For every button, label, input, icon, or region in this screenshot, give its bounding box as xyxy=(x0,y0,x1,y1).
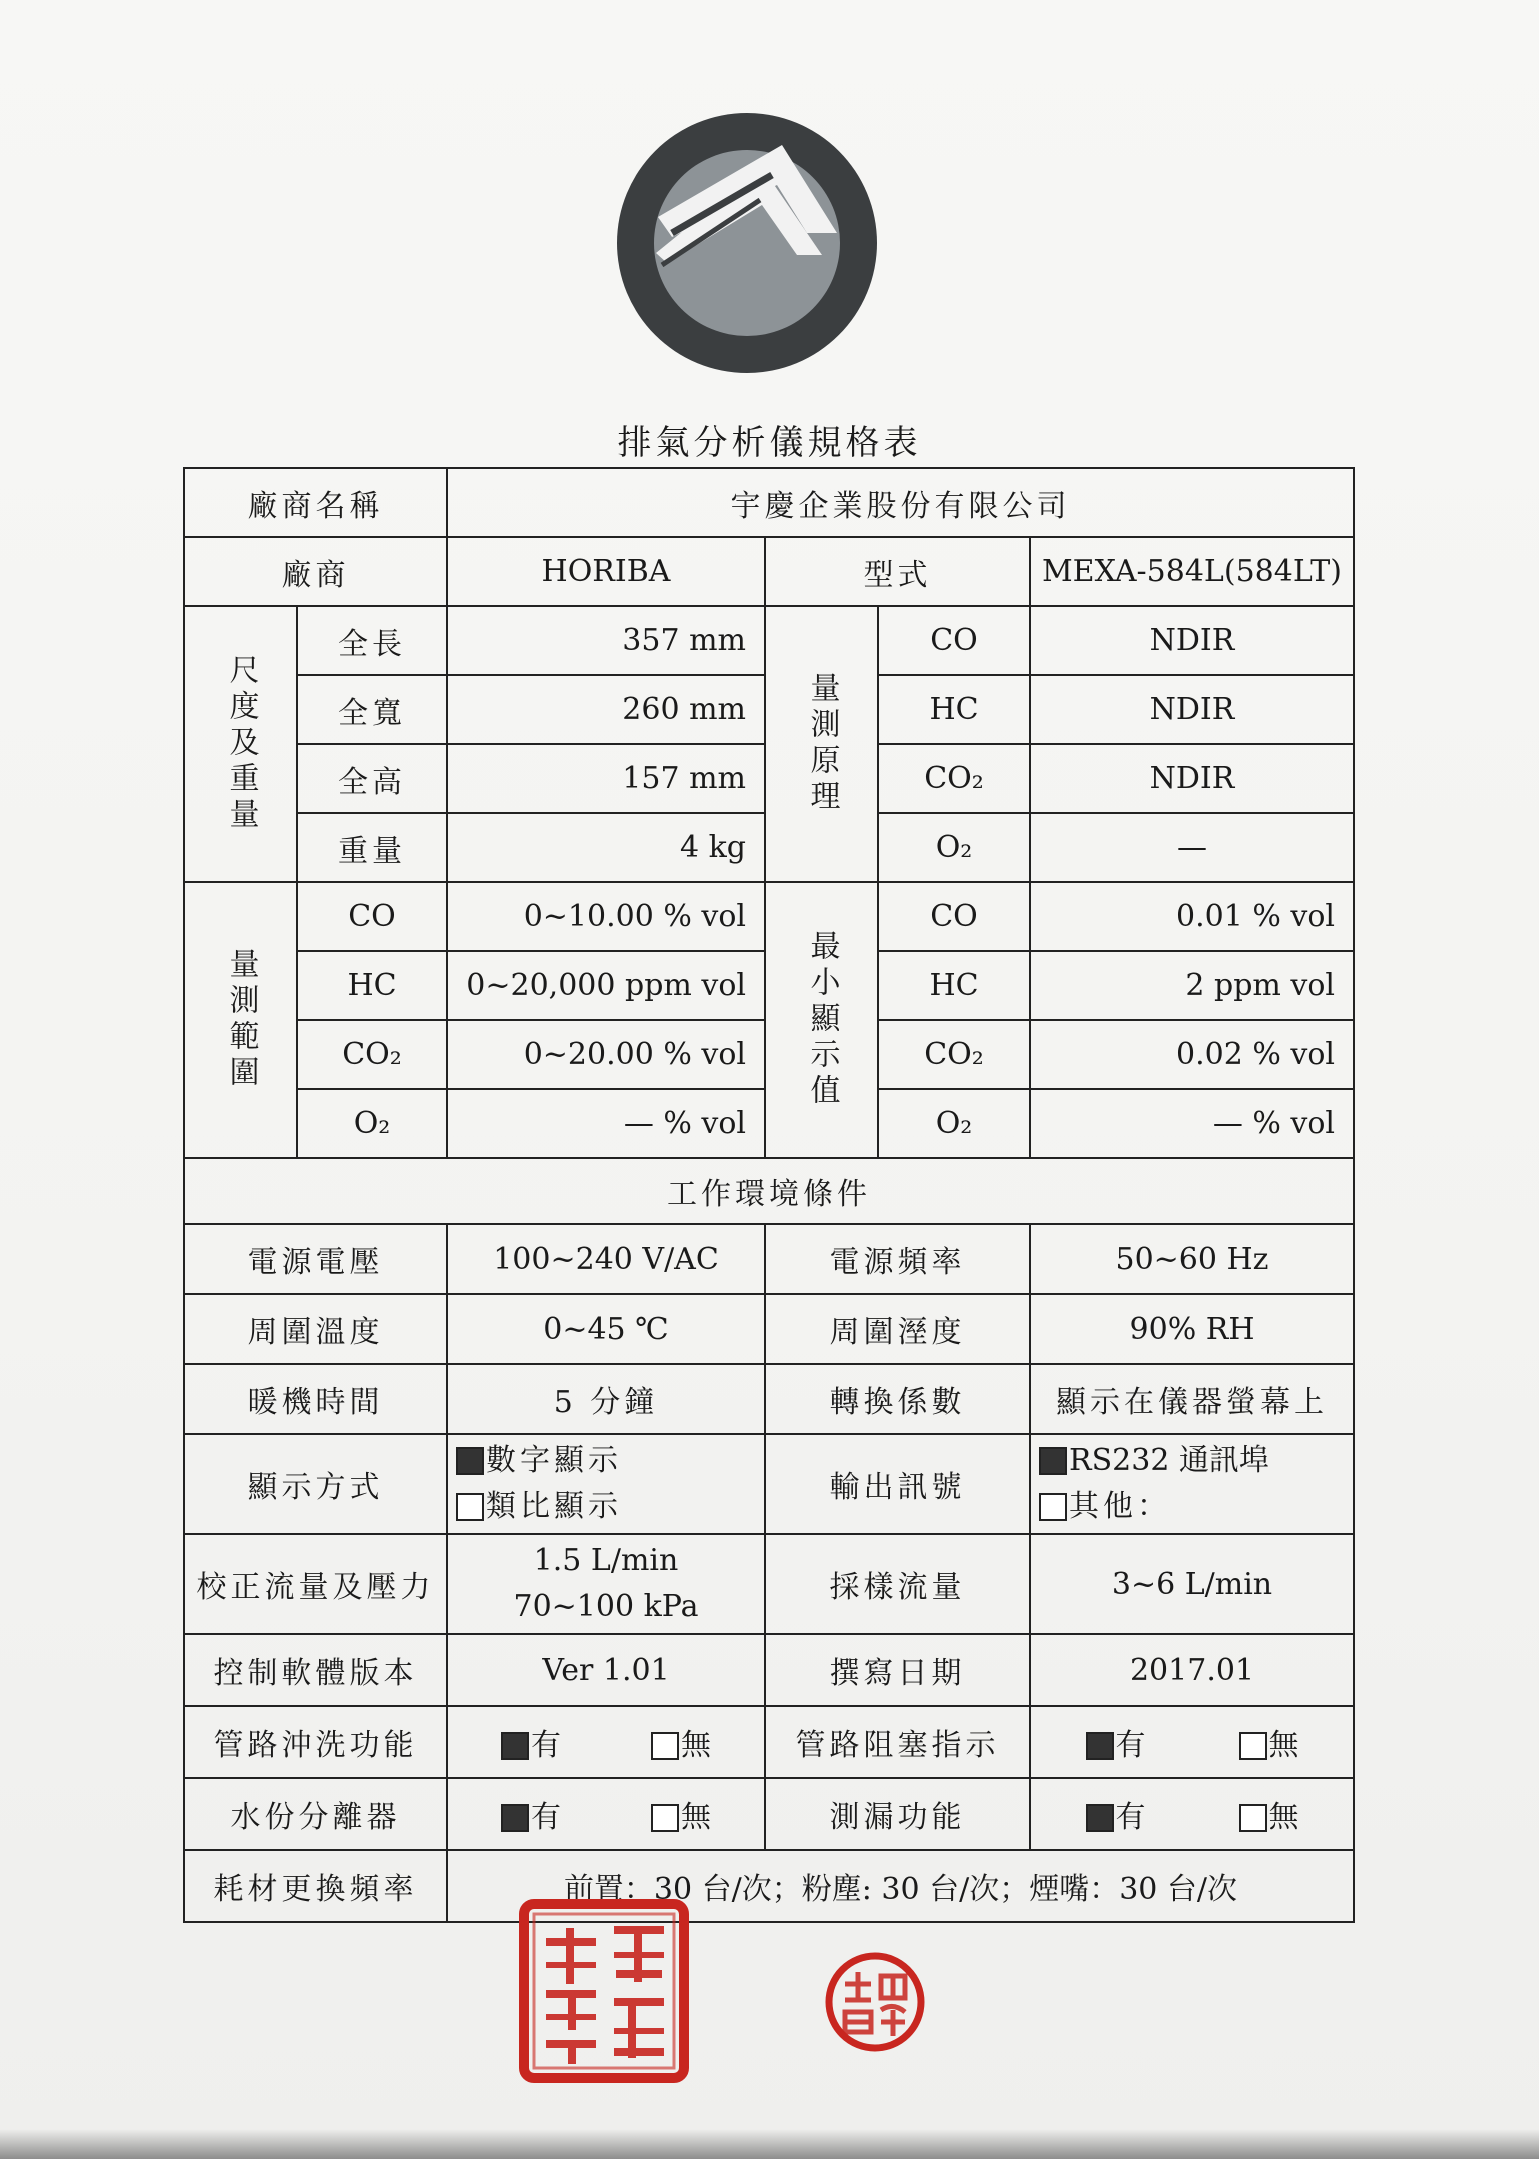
principle-gas: O₂ xyxy=(878,813,1030,882)
manufacturer-label: 廠商 xyxy=(184,537,447,606)
range-gas: CO₂ xyxy=(297,1020,447,1089)
resolution-value: 0.02 % vol xyxy=(1030,1020,1354,1089)
checkbox-empty-icon xyxy=(1239,1804,1267,1832)
range-gas: O₂ xyxy=(297,1089,447,1158)
checkbox-checked-icon xyxy=(1086,1804,1114,1832)
flush-yes: 有 xyxy=(531,1728,561,1763)
range-value: — % vol xyxy=(447,1089,765,1158)
range-value: 0~20,000 ppm vol xyxy=(447,951,765,1020)
checkbox-checked-icon xyxy=(1039,1447,1067,1475)
sampling-label: 採樣流量 xyxy=(765,1534,1030,1634)
checkbox-checked-icon xyxy=(501,1804,529,1832)
conversion-value: 顯示在儀器螢幕上 xyxy=(1030,1364,1354,1434)
document-title: 排氣分析儀規格表 xyxy=(617,423,922,463)
principle-gas: CO₂ xyxy=(878,744,1030,813)
leak-test-label: 測漏功能 xyxy=(765,1778,1030,1850)
water-yes: 有 xyxy=(531,1800,561,1835)
block-label: 管路阻塞指示 xyxy=(765,1706,1030,1778)
flush-options xyxy=(447,1706,765,1778)
calibration-flow: 1.5 L/min xyxy=(533,1543,679,1578)
display-option-digital: 數字顯示 xyxy=(486,1443,622,1478)
vendor-label: 廠商名稱 xyxy=(184,468,447,537)
leak-no: 無 xyxy=(1268,1800,1299,1835)
resolution-gas: CO xyxy=(878,882,1030,951)
range-gas: HC xyxy=(297,951,447,1020)
flush-label: 管路沖洗功能 xyxy=(184,1706,447,1778)
block-yes: 有 xyxy=(1115,1728,1146,1763)
software-value: Ver 1.01 xyxy=(447,1634,765,1706)
dimension-label: 全長 xyxy=(297,606,447,675)
checkbox-empty-icon xyxy=(456,1493,484,1521)
display-options xyxy=(447,1434,765,1534)
sampling-value: 3~6 L/min xyxy=(1030,1534,1354,1634)
checkbox-checked-icon xyxy=(456,1447,484,1475)
frequency-value: 50~60 Hz xyxy=(1030,1224,1354,1294)
dimension-value: 357 mm xyxy=(447,606,765,675)
model-value: MEXA-584L(584LT) xyxy=(1030,537,1354,606)
consumable-value: 前置：30 台/次；粉塵: 30 台/次；煙嘴：30 台/次 xyxy=(447,1850,1354,1922)
block-options xyxy=(1030,1706,1354,1778)
dimension-value: 260 mm xyxy=(447,675,765,744)
voltage-label: 電源電壓 xyxy=(184,1224,447,1294)
output-option-other: 其他： xyxy=(1069,1489,1171,1524)
checkbox-checked-icon xyxy=(501,1732,529,1760)
resolution-value: — % vol xyxy=(1030,1089,1354,1158)
output-options xyxy=(1030,1434,1354,1534)
date-label: 撰寫日期 xyxy=(765,1634,1030,1706)
output-label: 輸出訊號 xyxy=(765,1434,1030,1534)
principle-value: NDIR xyxy=(1030,606,1354,675)
checkbox-empty-icon xyxy=(651,1804,679,1832)
voltage-value: 100~240 V/AC xyxy=(447,1224,765,1294)
calibration-pressure: 70~100 kPa xyxy=(513,1589,699,1624)
output-option-rs232: RS232 通訊埠 xyxy=(1069,1443,1269,1478)
flush-no: 無 xyxy=(681,1728,711,1763)
humidity-label: 周圍溼度 xyxy=(765,1294,1030,1364)
resolution-group-label: 最小顯示值 xyxy=(765,882,878,1158)
block-no: 無 xyxy=(1268,1728,1299,1763)
principle-value: NDIR xyxy=(1030,675,1354,744)
range-value: 0~20.00 % vol xyxy=(447,1020,765,1089)
leak-yes: 有 xyxy=(1115,1800,1146,1835)
range-gas: CO xyxy=(297,882,447,951)
environment-section-label: 工作環境條件 xyxy=(184,1158,1354,1224)
shop-seal-stamp xyxy=(518,1898,690,2084)
range-value: 0~10.00 % vol xyxy=(447,882,765,951)
vendor-value: 宇慶企業股份有限公司 xyxy=(447,468,1354,537)
calibration-label: 校正流量及壓力 xyxy=(184,1534,447,1634)
temperature-label: 周圍溫度 xyxy=(184,1294,447,1364)
display-label: 顯示方式 xyxy=(184,1434,447,1534)
warmup-value: 5 分鐘 xyxy=(447,1364,765,1434)
principle-group-label: 量測原理 xyxy=(765,606,878,882)
scan-edge-shadow xyxy=(0,2129,1539,2159)
model-label: 型式 xyxy=(765,537,1030,606)
principle-gas: CO xyxy=(878,606,1030,675)
warmup-label: 暖機時間 xyxy=(184,1364,447,1434)
personal-seal-stamp xyxy=(823,1950,927,2054)
frequency-label: 電源頻率 xyxy=(765,1224,1030,1294)
dimension-label: 重量 xyxy=(297,813,447,882)
checkbox-empty-icon xyxy=(1239,1732,1267,1760)
leak-test-options xyxy=(1030,1778,1354,1850)
resolution-gas: HC xyxy=(878,951,1030,1020)
principle-value: — xyxy=(1030,813,1354,882)
consumable-label: 耗材更換頻率 xyxy=(184,1850,447,1922)
dimension-label: 全高 xyxy=(297,744,447,813)
resolution-gas: O₂ xyxy=(878,1089,1030,1158)
humidity-value: 90% RH xyxy=(1030,1294,1354,1364)
company-logo xyxy=(612,105,882,405)
dimension-label: 全寬 xyxy=(297,675,447,744)
checkbox-checked-icon xyxy=(1086,1732,1114,1760)
dimension-value: 157 mm xyxy=(447,744,765,813)
manufacturer-value: HORIBA xyxy=(447,537,765,606)
software-label: 控制軟體版本 xyxy=(184,1634,447,1706)
conversion-label: 轉換係數 xyxy=(765,1364,1030,1434)
principle-gas: HC xyxy=(878,675,1030,744)
water-separator-label: 水份分離器 xyxy=(184,1778,447,1850)
temperature-value: 0~45 ℃ xyxy=(447,1294,765,1364)
display-option-analog: 類比顯示 xyxy=(486,1489,622,1524)
checkbox-empty-icon xyxy=(1039,1493,1067,1521)
water-no: 無 xyxy=(681,1800,711,1835)
water-separator-options xyxy=(447,1778,765,1850)
principle-value: NDIR xyxy=(1030,744,1354,813)
range-group-label: 量測範圍 xyxy=(184,882,297,1158)
checkbox-empty-icon xyxy=(651,1732,679,1760)
resolution-value: 2 ppm vol xyxy=(1030,951,1354,1020)
date-value: 2017.01 xyxy=(1030,1634,1354,1706)
dimension-value: 4 kg xyxy=(447,813,765,882)
resolution-value: 0.01 % vol xyxy=(1030,882,1354,951)
spec-table xyxy=(183,467,1355,1923)
calibration-values xyxy=(447,1534,765,1634)
dimensions-group-label: 尺度及重量 xyxy=(184,606,297,882)
resolution-gas: CO₂ xyxy=(878,1020,1030,1089)
